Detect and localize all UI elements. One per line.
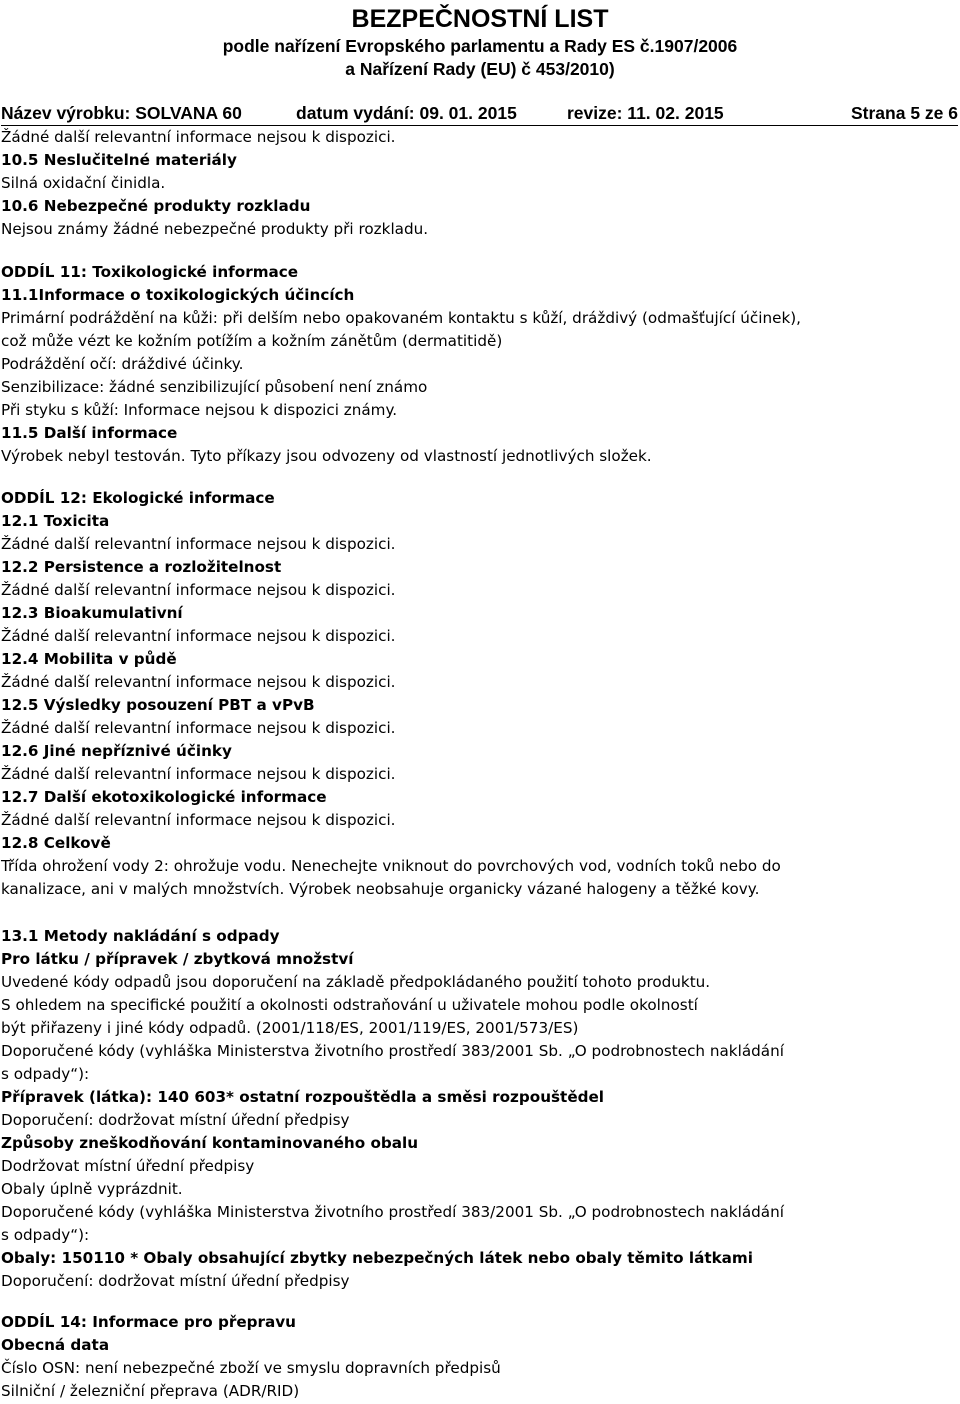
subsection-heading: 12.6 Jiné nepříznivé účinky (1, 742, 232, 760)
body-line: Při styku s kůží: Informace nejsou k dispozici známy. (1, 401, 398, 419)
body-line: s odpady“): (1, 1226, 90, 1244)
subsection-heading: 11.5 Další informace (1, 424, 178, 442)
waste-code-line: Přípravek (látka): 140 603* ostatní rozpouštědla a směsi rozpouštědel (1, 1088, 604, 1106)
document-title: BEZPEČNOSTNÍ LIST (351, 5, 609, 33)
body-line: Žádné další relevantní informace nejsou k dispozici. (1, 627, 396, 645)
body-line: S ohledem na specifické použití a okolnosti odstraňování u uživatele mohou podle okolností (1, 996, 698, 1014)
body-line: s odpady“): (1, 1065, 90, 1083)
body-line: Doporučené kódy (vyhláška Ministerstva životního prostředí 383/2001 Sb. „O podrobnostech nakládání (1, 1042, 784, 1060)
body-line: Dodržovat místní úřední předpisy (1, 1157, 255, 1175)
body-line: Primární podráždění na kůži: při delším nebo opakovaném kontaktu s kůží, dráždivý (odmašťující účinek), (1, 309, 802, 327)
body-line: Žádné další relevantní informace nejsou k dispozici. (1, 535, 396, 553)
subsection-heading: 10.5 Neslučitelné materiály (1, 151, 237, 169)
body-line: Třída ohrožení vody 2: ohrožuje vodu. Nenechejte vniknout do povrchových vod, vodních toků nebo do (1, 857, 781, 875)
body-line: Žádné další relevantní informace nejsou k dispozici. (1, 128, 396, 146)
product-name: Název výrobku: SOLVANA 60 (1, 103, 242, 123)
body-line: Žádné další relevantní informace nejsou k dispozici. (1, 673, 396, 691)
subsection-heading: 12.8 Celkově (1, 834, 111, 852)
subsection-heading: 12.2 Persistence a rozložitelnost (1, 558, 282, 576)
body-line: Žádné další relevantní informace nejsou k dispozici. (1, 811, 396, 829)
section-heading: ODDÍL 12: Ekologické informace (1, 489, 275, 507)
subsection-heading: Způsoby zneškodňování kontaminovaného obalu (1, 1134, 419, 1152)
regulation-line-2: a Nařízení Rady (EU) č 453/2010) (345, 59, 615, 79)
body-line: Doporučení: dodržovat místní úřední předpisy (1, 1272, 350, 1290)
subsection-heading: Pro látku / přípravek / zbytková množství (1, 950, 354, 968)
body-line: Uvedené kódy odpadů jsou doporučení na základě předpokládaného použití tohoto produktu. (1, 973, 711, 991)
subsection-heading: 12.5 Výsledky posouzení PBT a vPvB (1, 696, 315, 714)
body-line: Silná oxidační činidla. (1, 174, 166, 192)
subsection-heading: Obecná data (1, 1336, 110, 1354)
subsection-heading: 12.1 Toxicita (1, 512, 110, 530)
body-line: Žádné další relevantní informace nejsou k dispozici. (1, 581, 396, 599)
document-meta-row (1, 102, 958, 125)
body-line: Podráždění očí: dráždivé účinky. (1, 355, 244, 373)
body-line: Výrobek nebyl testován. Tyto příkazy jsou odvozeny od vlastností jednotlivých složek. (1, 447, 652, 465)
body-line: Číslo OSN: není nebezpečné zboží ve smyslu dopravních předpisů (1, 1359, 501, 1377)
subsection-heading: 13.1 Metody nakládání s odpady (1, 927, 280, 945)
regulation-line-1: podle nařízení Evropského parlamentu a Rady ES č.1907/2006 (222, 36, 738, 56)
body-line: Obaly úplně vyprázdnit. (1, 1180, 183, 1198)
body-line: Žádné další relevantní informace nejsou k dispozici. (1, 765, 396, 783)
subsection-heading: 10.6 Nebezpečné produkty rozkladu (1, 197, 311, 215)
body-line: být přiřazeny i jiné kódy odpadů. (2001/118/ES, 2001/119/ES, 2001/573/ES) (1, 1019, 579, 1037)
section-heading: ODDÍL 11: Toxikologické informace (1, 263, 299, 281)
body-line: což může vézt ke kožním potížím a kožním zánětům (dermatitidě) (1, 332, 503, 350)
body-line: kanalizace, ani v malých množstvích. Výrobek neobsahuje organicky vázané halogeny a těžké kovy. (1, 880, 760, 898)
body-line: Silniční / železniční přeprava (ADR/RID) (1, 1382, 300, 1400)
waste-code-line: Obaly: 150110 * Obaly obsahující zbytky nebezpečných látek nebo obaly těmito látkami (1, 1249, 753, 1267)
body-line: Nejsou známy žádné nebezpečné produkty při rozkladu. (1, 220, 429, 238)
revision-date: revize: 11. 02. 2015 (567, 103, 724, 123)
subsection-heading: 12.3 Bioakumulativní (1, 604, 183, 622)
body-line: Doporučené kódy (vyhláška Ministerstva životního prostředí 383/2001 Sb. „O podrobnostech nakládání (1, 1203, 784, 1221)
page-number: Strana 5 ze 6 (851, 103, 958, 123)
issue-date: datum vydání: 09. 01. 2015 (296, 103, 517, 123)
body-line: Žádné další relevantní informace nejsou k dispozici. (1, 719, 396, 737)
subsection-heading: 11.1Informace o toxikologických účincích (1, 286, 355, 304)
subsection-heading: 12.7 Další ekotoxikologické informace (1, 788, 327, 806)
subsection-heading: 12.4 Mobilita v půdě (1, 650, 177, 668)
body-line: Senzibilizace: žádné senzibilizující působení není známo (1, 378, 428, 396)
body-line: Doporučení: dodržovat místní úřední předpisy (1, 1111, 350, 1129)
section-heading: ODDÍL 14: Informace pro přepravu (1, 1313, 296, 1331)
